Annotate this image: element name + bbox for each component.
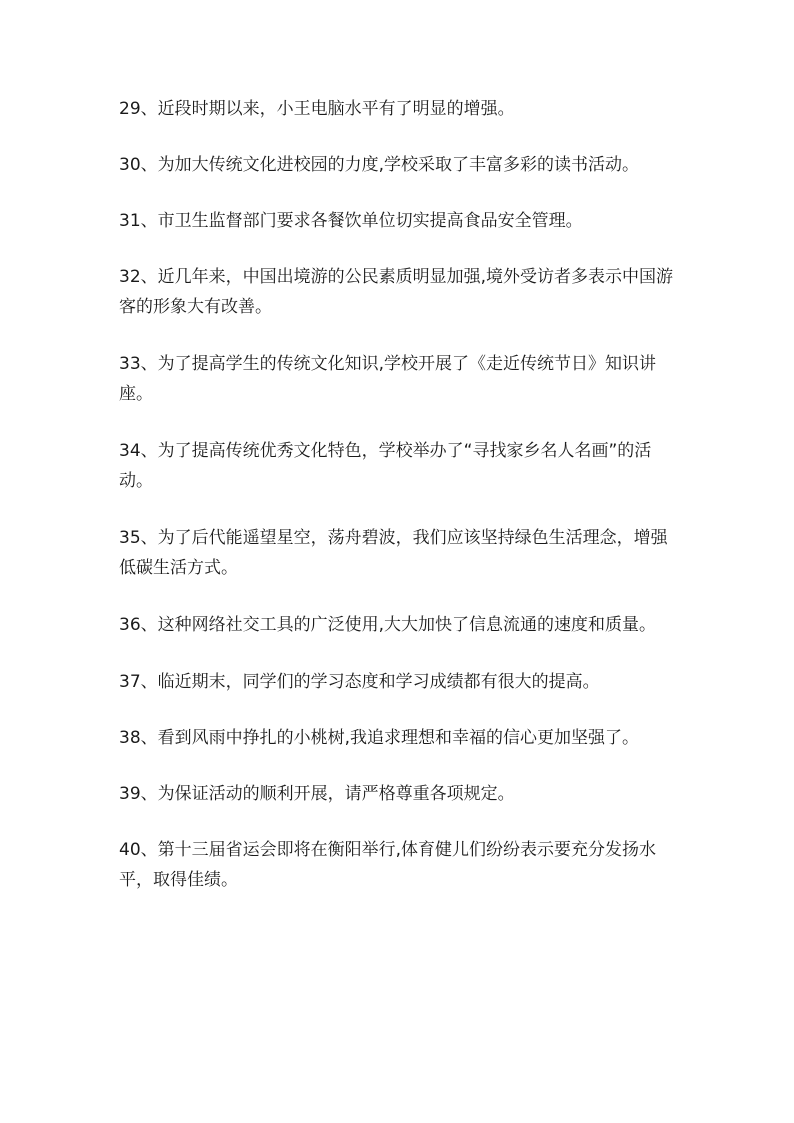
sentence-item-37: 37、临近期末，同学们的学习态度和学习成绩都有很大的提高。 xyxy=(119,672,600,692)
sentence-item-36: 36、这种网络社交工具的广泛使用,大大加快了信息流通的速度和质量。 xyxy=(119,615,657,635)
sentence-item-38: 38、看到风雨中挣扎的小桃树,我追求理想和幸福的信心更加坚强了。 xyxy=(119,728,640,748)
sentence-item-40: 40、第十三届省运会即将在衡阳举行,体育健儿们纷纷表示要充分发扬水平，取得佳绩。 xyxy=(119,840,657,890)
sentence-item-32: 32、近几年来，中国出境游的公民素质明显加强,境外受访者多表示中国游客的形象大有改善。 xyxy=(119,267,674,317)
sentence-item-33: 33、为了提高学生的传统文化知识,学校开展了《走近传统节日》知识讲座。 xyxy=(119,354,657,404)
sentence-item-31: 31、市卫生监督部门要求各餐饮单位切实提高食品安全管理。 xyxy=(119,211,583,231)
sentence-item-30: 30、为加大传统文化进校园的力度,学校采取了丰富多彩的读书活动。 xyxy=(119,155,640,175)
sentence-item-39: 39、为保证活动的顺利开展，请严格尊重各项规定。 xyxy=(119,784,515,804)
sentence-item-29: 29、近段时期以来，小王电脑水平有了明显的增强。 xyxy=(119,99,515,119)
sentence-item-35: 35、为了后代能遥望星空，荡舟碧波，我们应该坚持绿色生活理念，增强低碳生活方式。 xyxy=(119,528,668,578)
sentence-item-34: 34、为了提高传统优秀文化特色，学校举办了“寻找家乡名人名画”的活动。 xyxy=(119,441,652,491)
sentence-list xyxy=(119,94,684,922)
